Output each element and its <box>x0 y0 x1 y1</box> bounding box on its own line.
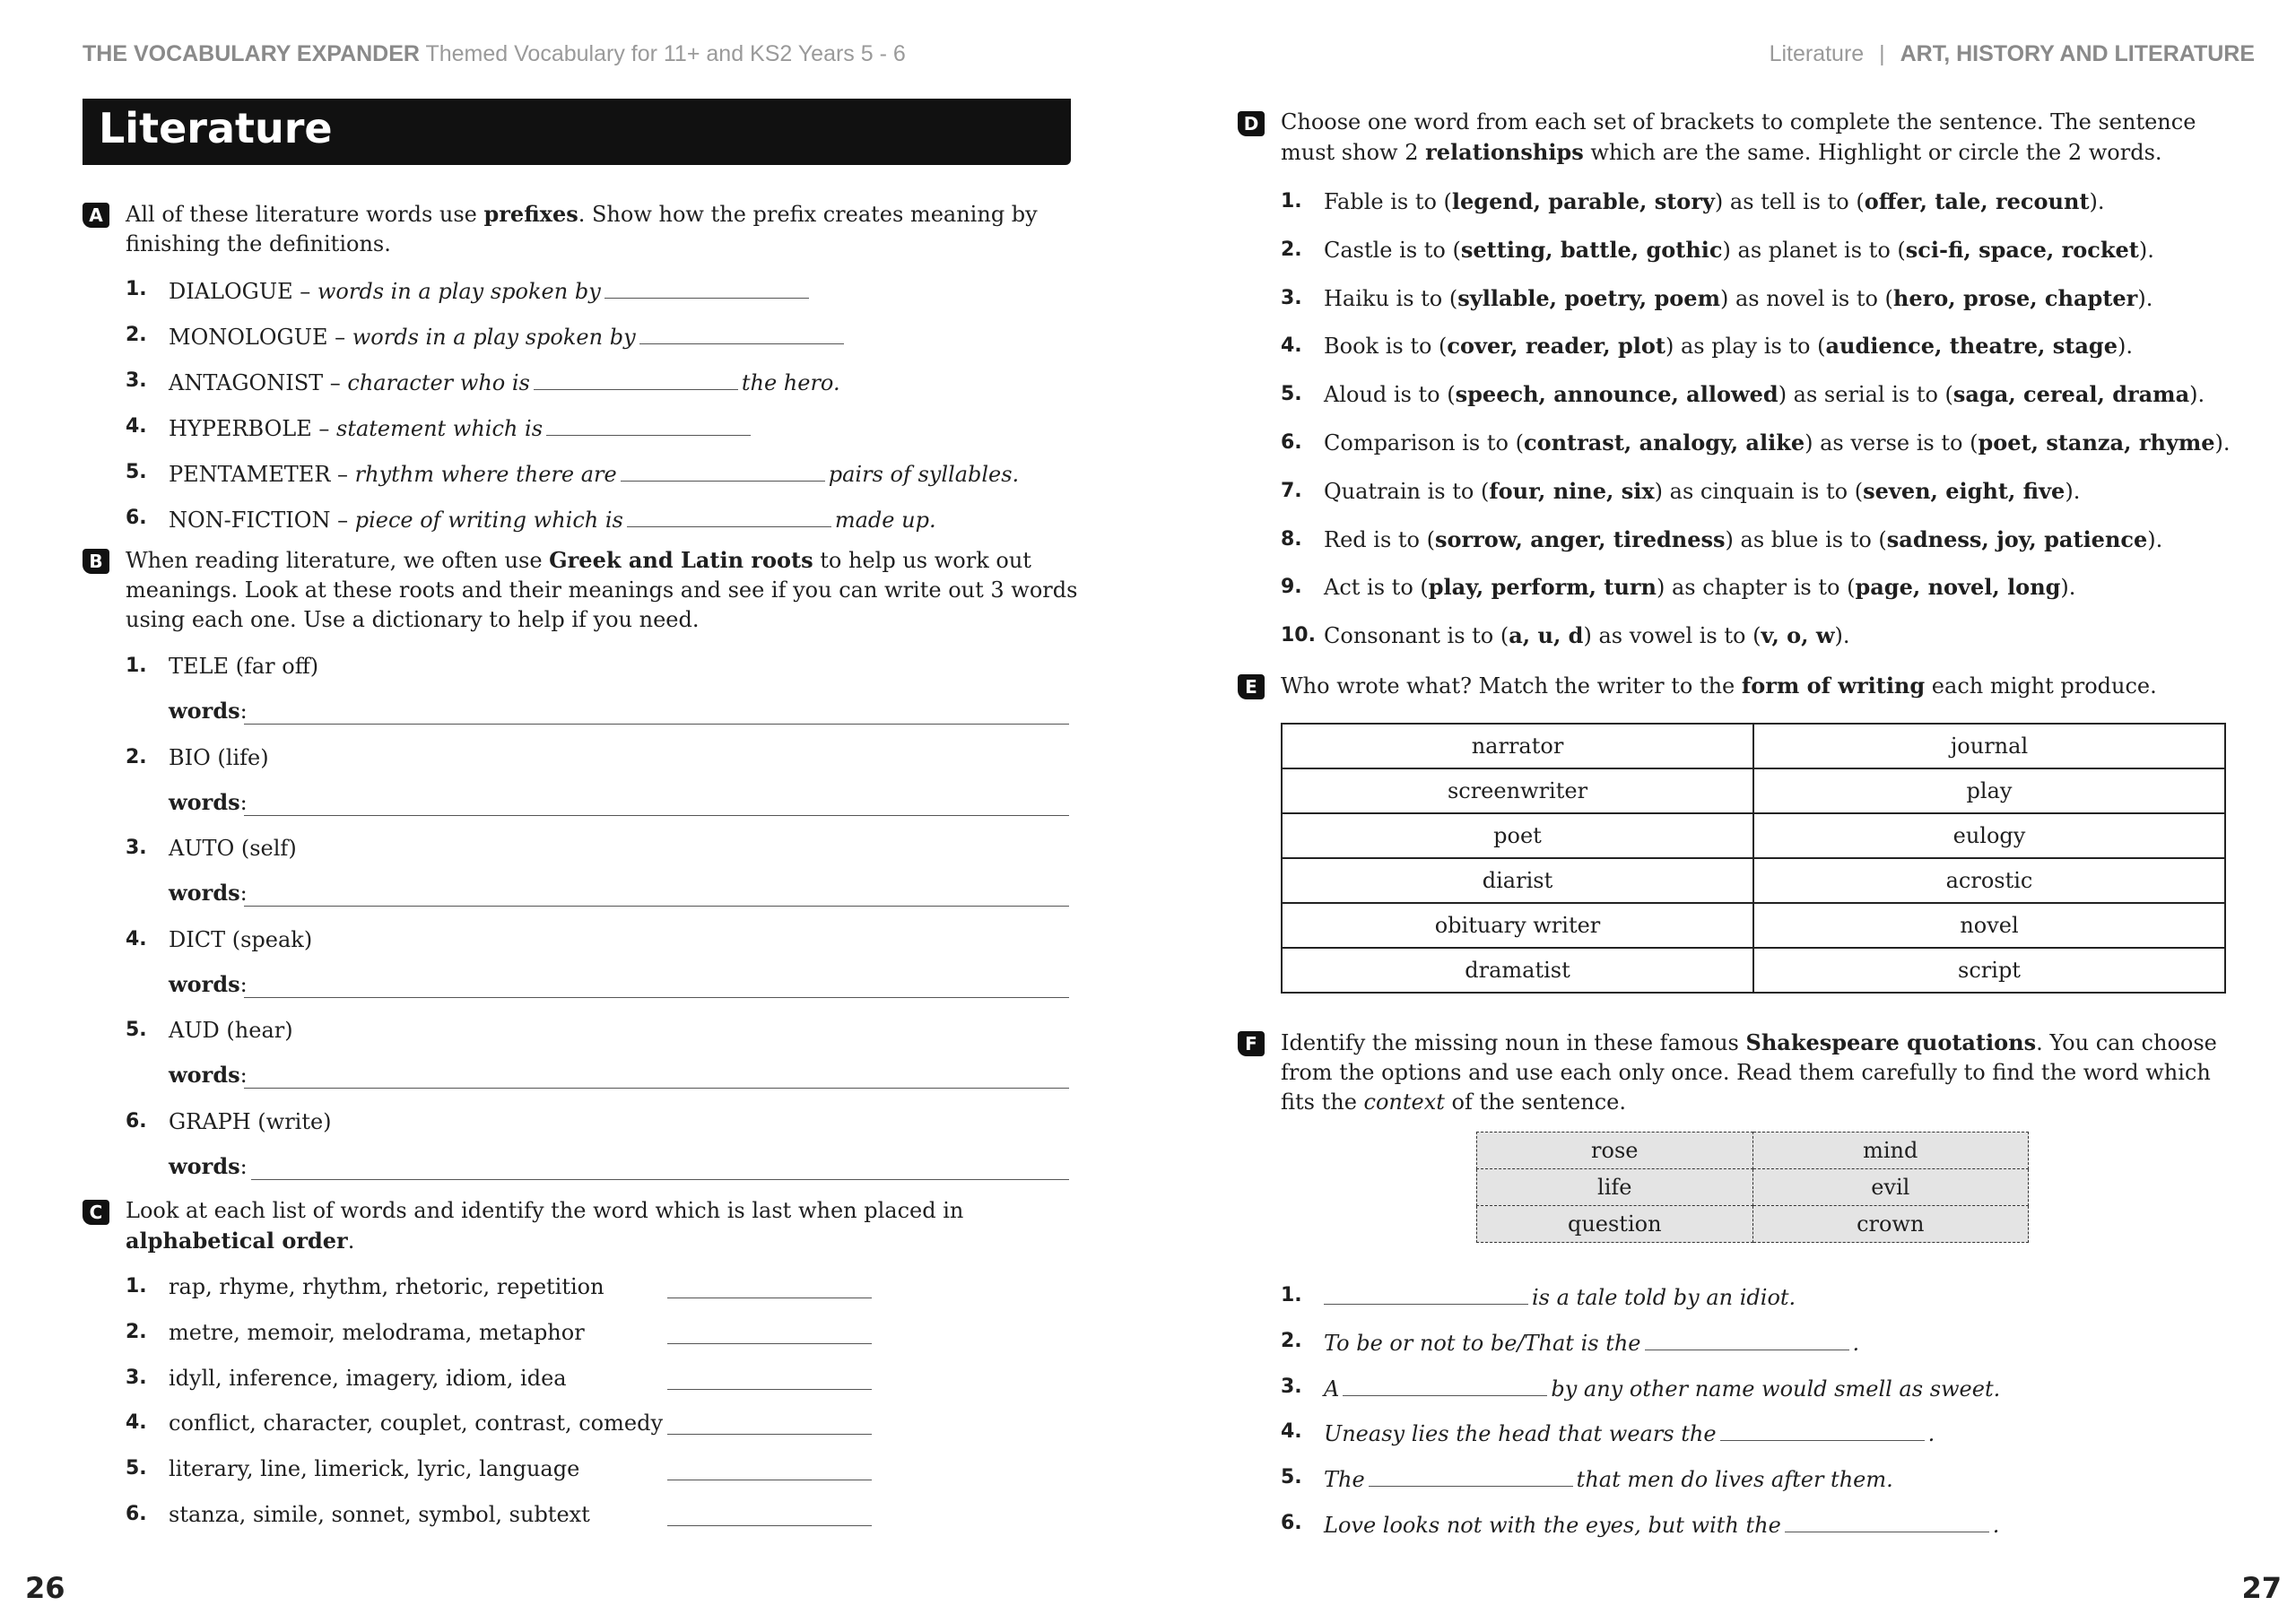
sentence-part: Comparison is to ( <box>1324 430 1524 456</box>
answer-blank[interactable] <box>1324 1280 1528 1305</box>
quotation <box>1324 1326 1859 1358</box>
quotation <box>1324 1462 1893 1495</box>
form-cell[interactable]: eulogy <box>1753 813 2225 858</box>
sentence-part: ). <box>2137 285 2153 311</box>
item-number: 7. <box>1281 479 1302 502</box>
item-number: 5. <box>1281 1466 1302 1489</box>
item-number: 3. <box>126 837 147 860</box>
colon: : <box>239 1154 248 1179</box>
choice-set-1[interactable]: speech, announce, allowed <box>1455 381 1779 408</box>
item-number: 1. <box>126 655 147 677</box>
prefix-word: NON-FICTION <box>169 508 331 533</box>
answer-blank[interactable] <box>1785 1508 1989 1532</box>
prefix-word: ANTAGONIST <box>169 370 324 395</box>
right-page <box>1148 0 2296 1623</box>
colon: : <box>239 1063 248 1089</box>
item-number: 8. <box>1281 527 1302 551</box>
writer-cell[interactable]: dramatist <box>1282 948 1753 993</box>
choice-set-2[interactable]: offer, tale, recount <box>1864 188 2090 214</box>
option-cell: question <box>1477 1206 1753 1243</box>
table-row <box>1477 1169 2029 1206</box>
answer-blank[interactable] <box>534 366 738 390</box>
section-e-intro: Who wrote what? Match the writer to the form of writing each might produce. <box>1281 673 2157 699</box>
prefix-definition <box>169 503 936 535</box>
definition-start: words in a play spoken by <box>352 325 636 350</box>
choice-set-2[interactable]: sci-fi, space, rocket <box>1905 236 2139 263</box>
definition-start: rhythm where there are <box>354 462 617 487</box>
section-d-badge: D <box>1238 111 1265 136</box>
choice-set-2[interactable]: v, o, w <box>1761 622 1835 649</box>
root-label: BIO (life) <box>169 744 269 770</box>
sentence-part: ) as novel is to ( <box>1719 285 1893 311</box>
section-b-intro: When reading literature, we often use Greek and Latin roots to help us work out meanings. Look at these roots and their meanings and see if you can write out 3 words using each one. Use a dictionary to help if you need. <box>126 547 1078 632</box>
header-separator: | <box>1879 41 1885 66</box>
item-number: 6. <box>126 507 147 529</box>
section-f-badge: F <box>1238 1031 1265 1056</box>
sentence-part: ) as play is to ( <box>1665 334 1826 360</box>
words-answer-line[interactable] <box>244 905 1069 907</box>
prefix-word: DIALOGUE <box>169 279 293 304</box>
sentence-part: ). <box>2138 237 2154 263</box>
header-topic: Literature <box>1769 41 1865 66</box>
quotation <box>1324 1508 1999 1541</box>
item-number: 6. <box>126 1110 147 1133</box>
form-cell[interactable]: acrostic <box>1753 858 2225 903</box>
analogy-sentence <box>1324 331 2133 361</box>
choice-set-1[interactable]: legend, parable, story <box>1451 188 1715 214</box>
answer-line[interactable] <box>667 1388 872 1390</box>
item-number: 10. <box>1281 624 1316 647</box>
item-number: 9. <box>1281 576 1302 599</box>
prefix-definition <box>169 320 848 352</box>
section-d-intro: Choose one word from each set of brackets to complete the sentence. The sentence must show 2 relationships which are the same. Highlight or circle the 2 words. <box>1281 109 2196 165</box>
sentence-part: ) as vowel is to ( <box>1583 623 1761 649</box>
running-header-right <box>1770 41 2255 67</box>
definition-end: the hero. <box>741 370 840 395</box>
words-answer-row <box>169 787 248 818</box>
table-row <box>1282 903 2225 948</box>
colon: : <box>239 699 248 724</box>
answer-blank[interactable] <box>1343 1372 1547 1396</box>
word-list: literary, line, limerick, lyric, language <box>169 1456 580 1482</box>
item-number: 4. <box>126 1411 147 1435</box>
analogy-sentence <box>1324 525 2162 555</box>
option-cell: evil <box>1752 1169 2029 1206</box>
option-cell: life <box>1477 1169 1753 1206</box>
answer-line[interactable] <box>667 1479 872 1480</box>
form-cell[interactable]: novel <box>1753 903 2225 948</box>
dash: – <box>330 508 355 533</box>
definition-start: statement which is <box>336 416 544 441</box>
item-number: 3. <box>1281 1375 1302 1398</box>
quote-end: . <box>1992 1513 2000 1538</box>
page-title: Literature <box>99 104 333 152</box>
answer-line[interactable] <box>667 1297 872 1298</box>
answer-line[interactable] <box>667 1433 872 1435</box>
choice-set-1[interactable]: cover, reader, plot <box>1447 333 1665 360</box>
header-section: ART, HISTORY AND LITERATURE <box>1900 41 2255 66</box>
section-c-badge: C <box>83 1200 109 1225</box>
definition-start: words in a play spoken by <box>317 279 601 304</box>
dash: – <box>292 279 317 304</box>
item-number: 3. <box>126 369 147 392</box>
words-label: words <box>169 880 240 907</box>
words-label: words <box>169 788 240 815</box>
page-number-right: 27 <box>2241 1571 2282 1605</box>
quote-end: is a tale told by an idiot. <box>1532 1285 1796 1310</box>
writer-cell[interactable]: diarist <box>1282 858 1753 903</box>
sentence-part: Castle is to ( <box>1324 237 1461 263</box>
dash: – <box>327 325 352 350</box>
form-cell[interactable]: script <box>1753 948 2225 993</box>
sentence-part: ). <box>2065 478 2081 504</box>
option-cell: crown <box>1752 1206 2029 1243</box>
choice-set-2[interactable]: page, novel, long <box>1855 574 2061 601</box>
book-brand: THE VOCABULARY EXPANDER <box>83 41 420 66</box>
item-number: 1. <box>126 278 147 300</box>
definition-end: made up. <box>834 508 936 533</box>
prefix-word: MONOLOGUE <box>169 325 328 350</box>
choice-set-2[interactable]: poet, stanza, rhyme <box>1978 430 2215 456</box>
sentence-part: ). <box>2117 334 2133 360</box>
section-c-intro: Look at each list of words and identify the word which is last when placed in alphabetical order. <box>126 1198 964 1254</box>
sentence-part: ) as serial is to ( <box>1778 382 1953 408</box>
definition-start: piece of writing which is <box>354 508 623 533</box>
word-list: idyll, inference, imagery, idiom, idea <box>169 1365 567 1391</box>
sentence-part: ). <box>2214 430 2231 456</box>
word-list: rap, rhyme, rhythm, rhetoric, repetition <box>169 1274 604 1299</box>
choice-set-1[interactable]: syllable, poetry, poem <box>1457 284 1720 311</box>
sentence-part: Consonant is to ( <box>1324 623 1509 649</box>
root-label: TELE (far off) <box>169 654 319 679</box>
choice-set-2[interactable]: saga, cereal, drama <box>1952 381 2190 408</box>
quote-end: that men do lives after them. <box>1576 1467 1893 1493</box>
analogy-sentence <box>1324 187 2105 217</box>
sentence-part: Aloud is to ( <box>1324 382 1456 408</box>
sentence-part: ). <box>1834 623 1850 649</box>
table-row <box>1477 1206 2029 1243</box>
item-number: 6. <box>1281 1512 1302 1534</box>
sentence-part: ) as verse is to ( <box>1805 430 1979 456</box>
item-number: 3. <box>126 1366 147 1389</box>
quote-end: . <box>1927 1421 1935 1447</box>
quotation <box>1324 1280 1796 1313</box>
words-answer-line[interactable] <box>244 723 1069 725</box>
definition-end: pairs of syllables. <box>828 462 1020 487</box>
quote-start: A <box>1324 1376 1340 1402</box>
answer-blank[interactable] <box>1645 1326 1849 1350</box>
quotation <box>1324 1372 2000 1404</box>
section-b-badge: B <box>83 549 109 574</box>
words-answer-row <box>169 1060 248 1090</box>
item-number: 2. <box>1281 238 1302 261</box>
sentence-part: Fable is to ( <box>1324 189 1452 214</box>
item-number: 6. <box>126 1503 147 1525</box>
choice-set-2[interactable]: audience, theatre, stage <box>1825 333 2118 360</box>
dash: – <box>323 370 348 395</box>
table-row <box>1282 813 2225 858</box>
quotation <box>1324 1417 1935 1449</box>
answer-blank[interactable] <box>546 412 751 436</box>
item-number: 5. <box>126 1457 147 1480</box>
section-a-intro: All of these literature words use prefixes. Show how the prefix creates meaning by finishing the definitions. <box>126 201 1038 256</box>
item-number: 1. <box>1281 190 1302 213</box>
writer-cell[interactable]: screenwriter <box>1282 768 1753 813</box>
quote-end: by any other name would smell as sweet. <box>1551 1376 2001 1402</box>
choice-set-1[interactable]: play, perform, turn <box>1428 574 1657 601</box>
sentence-part: Book is to ( <box>1324 334 1448 360</box>
item-number: 5. <box>126 461 147 483</box>
words-answer-row <box>169 696 248 726</box>
table-row <box>1282 724 2225 768</box>
sentence-part: ) as planet is to ( <box>1722 237 1906 263</box>
book-subtitle: Themed Vocabulary for 11+ and KS2 Years 5 - 6 <box>425 41 906 66</box>
sentence-part: ). <box>2060 575 2076 601</box>
section-e-badge: E <box>1238 674 1265 699</box>
quote-end: . <box>1852 1330 1860 1356</box>
words-label: words <box>169 970 240 997</box>
item-number: 4. <box>126 927 147 950</box>
writer-cell[interactable]: obituary writer <box>1282 903 1753 948</box>
prefix-definition <box>169 366 840 398</box>
prefix-definition <box>169 457 1019 490</box>
form-cell[interactable]: journal <box>1753 724 2225 768</box>
table-row <box>1477 1133 2029 1169</box>
writer-cell[interactable]: narrator <box>1282 724 1753 768</box>
root-label: GRAPH (write) <box>169 1109 332 1134</box>
sentence-part: Act is to ( <box>1324 575 1429 601</box>
item-number: 2. <box>126 1320 147 1343</box>
words-answer-row <box>169 969 248 1000</box>
page-number-left: 26 <box>25 1571 65 1605</box>
word-list: conflict, character, couplet, contrast, comedy <box>169 1410 664 1436</box>
page-title-bar <box>83 99 1071 165</box>
quote-start: Uneasy lies the head that wears the <box>1324 1421 1717 1447</box>
word-list: stanza, simile, sonnet, symbol, subtext <box>169 1502 590 1527</box>
analogy-sentence <box>1324 235 2154 265</box>
definition-start: character who is <box>347 370 530 395</box>
answer-line[interactable] <box>667 1342 872 1344</box>
sentence-part: Red is to ( <box>1324 526 1435 552</box>
word-list: metre, memoir, melodrama, metaphor <box>169 1319 585 1345</box>
option-cell: rose <box>1477 1133 1753 1169</box>
sentence-part: Haiku is to ( <box>1324 285 1458 311</box>
item-number: 5. <box>1281 383 1302 406</box>
item-number: 3. <box>1281 286 1302 309</box>
form-cell[interactable]: play <box>1753 768 2225 813</box>
sentence-part: ) as tell is to ( <box>1714 189 1865 214</box>
choice-set-1[interactable]: setting, battle, gothic <box>1460 236 1723 263</box>
section-a-badge: A <box>83 203 109 228</box>
option-cell: mind <box>1752 1133 2029 1169</box>
analogy-sentence <box>1324 476 2080 507</box>
item-number: 2. <box>126 324 147 346</box>
choice-set-1[interactable]: a, u, d <box>1509 622 1584 649</box>
words-answer-row <box>169 878 248 908</box>
sentence-part: ). <box>2189 382 2205 408</box>
analogy-sentence <box>1324 283 2152 314</box>
sentence-part: ) as chapter is to ( <box>1656 575 1856 601</box>
item-number: 2. <box>1281 1329 1302 1352</box>
choice-set-2[interactable]: hero, prose, chapter <box>1892 284 2138 311</box>
colon: : <box>239 971 248 997</box>
answer-blank[interactable] <box>1720 1417 1925 1441</box>
sentence-part: ) as cinquain is to ( <box>1654 478 1864 504</box>
quote-start: Love looks not with the eyes, but with the <box>1324 1513 1781 1538</box>
item-number: 6. <box>1281 431 1302 454</box>
prefix-definition <box>169 412 754 444</box>
choice-set-2[interactable]: seven, eight, five <box>1863 477 2066 504</box>
table-row <box>1282 858 2225 903</box>
prefix-word: PENTAMETER <box>169 462 331 487</box>
words-answer-row <box>169 1151 248 1182</box>
words-answer-line[interactable] <box>244 1087 1069 1089</box>
sentence-part: ). <box>2089 189 2105 214</box>
item-number: 5. <box>126 1019 147 1042</box>
choice-set-2[interactable]: sadness, joy, patience <box>1886 525 2148 552</box>
sentence-part: ). <box>2147 526 2163 552</box>
analogy-sentence <box>1324 621 1850 651</box>
item-number: 1. <box>1281 1284 1302 1306</box>
answer-line[interactable] <box>667 1524 872 1526</box>
words-answer-line[interactable] <box>244 814 1069 816</box>
choice-set-1[interactable]: four, nine, six <box>1489 477 1655 504</box>
writer-form-table <box>1281 723 2226 994</box>
words-label: words <box>169 1153 240 1179</box>
root-label: AUTO (self) <box>169 836 297 862</box>
analogy-sentence <box>1324 428 2231 458</box>
answer-blank[interactable] <box>639 320 844 344</box>
prefix-word: HYPERBOLE <box>169 416 312 441</box>
dash: – <box>330 462 355 487</box>
item-number: 2. <box>126 745 147 768</box>
words-label: words <box>169 1062 240 1089</box>
table-row <box>1282 768 2225 813</box>
answer-blank[interactable] <box>621 457 825 482</box>
choice-set-1[interactable]: contrast, analogy, alike <box>1523 430 1805 456</box>
analogy-sentence <box>1324 379 2205 410</box>
item-number: 1. <box>126 1275 147 1298</box>
answer-blank[interactable] <box>604 274 809 299</box>
words-answer-line[interactable] <box>251 1178 1069 1180</box>
analogy-sentence <box>1324 572 2075 603</box>
writer-cell[interactable]: poet <box>1282 813 1753 858</box>
colon: : <box>239 881 248 907</box>
root-label: AUD (hear) <box>169 1018 293 1044</box>
sentence-part: Quatrain is to ( <box>1324 478 1490 504</box>
dash: – <box>311 416 336 441</box>
root-label: DICT (speak) <box>169 926 313 952</box>
item-number: 4. <box>126 415 147 438</box>
answer-blank[interactable] <box>1369 1462 1573 1487</box>
words-label: words <box>169 698 240 724</box>
quote-start: The <box>1324 1467 1365 1493</box>
running-header-left <box>83 41 906 67</box>
choice-set-1[interactable]: sorrow, anger, tiredness <box>1434 525 1726 552</box>
item-number: 4. <box>1281 334 1302 358</box>
item-number: 4. <box>1281 1420 1302 1444</box>
words-answer-line[interactable] <box>244 996 1069 998</box>
prefix-definition <box>169 274 813 307</box>
quote-start: To be or not to be/That is the <box>1324 1330 1641 1356</box>
section-f-intro: Identify the missing noun in these famous Shakespeare quotations. You can choose from the options and use each only once. Read them carefully to find the word which fits the context of the sentence. <box>1281 1029 2217 1115</box>
answer-blank[interactable] <box>627 503 831 527</box>
table-row <box>1282 948 2225 993</box>
word-options-table <box>1476 1132 2029 1243</box>
sentence-part: ) as blue is to ( <box>1725 526 1887 552</box>
colon: : <box>239 789 248 815</box>
